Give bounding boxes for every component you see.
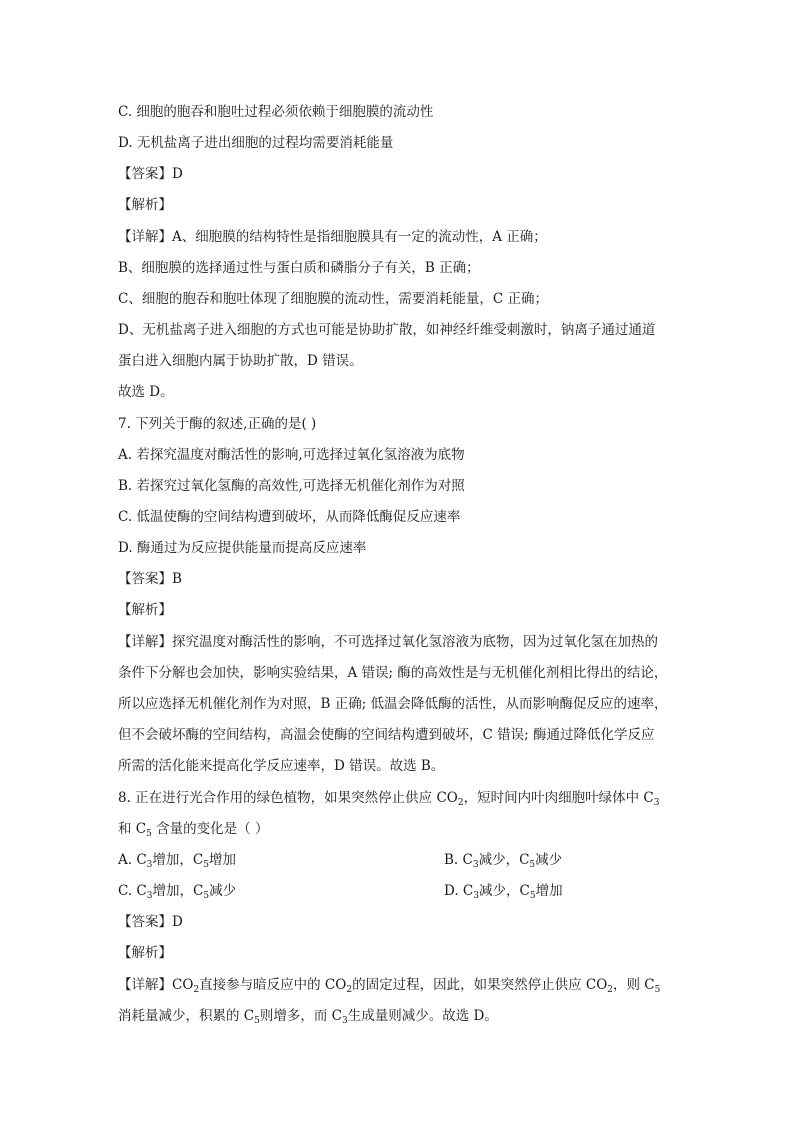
option-text: B. C [444,852,473,868]
q8-analysis-heading: 【解析】 [118,945,172,961]
subscript: 2 [346,985,353,995]
option-text: 减少 [535,852,563,868]
option-text: 增加，C [152,883,204,899]
subscript: 3 [341,1016,348,1026]
q7-option-c: C. 低温使酶的空间结构遭到破坏，从而降低酶促反应速率 [118,509,461,525]
q8-stem-text-b: ，短时间内叶肉细胞叶绿体中 C [463,790,654,806]
subscript: 5 [254,1016,260,1026]
q6-analysis-heading: 【解析】 [118,197,172,213]
q8-option-b [444,851,562,869]
option-text: 增加 [208,852,236,868]
q6-conclusion: 故选 D。 [118,384,174,400]
option-text: 增加 [535,883,563,899]
option-text: D. C [444,883,474,899]
q8-option-a [118,851,236,869]
subscript: 3 [473,891,479,901]
q8-detail-line-2 [118,1007,498,1025]
q7-stem: 7. 下列关于酶的叙述,正确的是( ) [118,416,317,432]
q7-detail-line-1: 【详解】探究温度对酶活性的影响，不可选择过氧化氢溶液为底物，因为过氧化氢在加热的 [118,634,658,650]
q7-answer: 【答案】B [118,571,182,587]
q8-stem-text-c: 和 C [118,821,147,837]
q7-option-b: B. 若探究过氧化氢酶的高效性,可选择无机催化剂作为对照 [118,478,465,494]
subscript: 5 [529,860,536,870]
option-text: C. C [118,883,147,899]
q6-detail-line-2: B、细胞膜的选择通过性与蛋白质和磷脂分子有关，B 正确； [118,260,480,276]
detail-text: 则增多，而 C [259,1008,342,1024]
q7-analysis-heading: 【解析】 [118,602,172,618]
q6-option-d: D. 无机盐离子进出细胞的过程均需要消耗能量 [118,135,394,151]
subscript: 5 [203,891,210,901]
subscript: 5 [654,985,661,995]
subscript: 3 [472,860,479,870]
detail-text: 消耗量减少，积累的 C [118,1008,255,1024]
subscript: 2 [607,985,614,995]
option-text: 减少，C [478,852,530,868]
option-text: A. C [118,852,147,868]
subscript: 5 [203,860,209,870]
q8-stem-text-d: 含量的变化是（ ） [151,821,269,837]
q8-stem-line-1 [118,789,659,807]
q8-detail-line-1 [118,976,660,994]
subscript: 5 [529,891,536,901]
q6-detail-line-5: 蛋白进入细胞内属于协助扩散，D 错误。 [118,353,363,369]
q8-answer: 【答案】D [118,914,183,930]
q7-option-a: A. 若探究温度对酶活性的影响,可选择过氧化氢溶液为底物 [118,447,465,463]
q6-answer: 【答案】D [118,166,183,182]
q8-option-d [444,882,563,900]
subscript: 5 [146,829,152,839]
option-text: 减少，C [479,883,530,899]
q6-detail-line-4: D、无机盐离子进入细胞的方式也可能是协助扩散，如神经纤维受刺激时，钠离子通过通道 [118,322,656,338]
q7-option-d: D. 酶通过为反应提供能量而提高反应速率 [118,540,367,556]
detail-text: 生成量则减少。故选 D。 [347,1008,498,1024]
subscript: 2 [457,798,464,808]
q6-detail-line-3: C、细胞的胞吞和胞吐体现了细胞膜的流动性，需要消耗能量，C 正确； [118,291,548,307]
q7-detail-line-3: 所以应选择无机催化剂作为对照，B 正确; 低温会降低酶的活性，从而影响酶促反应的速率， [118,696,668,712]
q6-option-c: C. 细胞的胞吞和胞吐过程必须依赖于细胞膜的流动性 [118,104,434,120]
subscript: 3 [146,891,153,901]
q7-detail-line-4: 但不会破坏酶的空间结构，高温会使酶的空间结构遭到破坏，C 错误; 酶通过降低化学反应 [118,727,655,743]
option-text: 减少 [209,883,237,899]
q6-detail-line-1: 【详解】A、细胞膜的结构特性是指细胞膜具有一定的流动性，A 正确； [118,229,547,245]
q8-option-c [118,882,236,900]
q7-detail-line-5: 所需的活化能来提高化学反应速率，D 错误。故选 B。 [118,758,445,774]
detail-text: 【详解】CO [118,977,194,993]
q7-detail-line-2: 条件下分解也会加快，影响实验结果，A 错误; 酶的高效性是与无机催化剂相比得出的结论， [118,665,668,681]
detail-text: 的固定过程，因此，如果突然停止供应 CO [352,977,608,993]
subscript: 2 [193,985,200,995]
q8-stem-line-2 [118,820,268,838]
subscript: 3 [146,860,153,870]
subscript: 3 [653,798,660,808]
q8-stem-text-a: 8. 正在进行光合作用的绿色植物，如果突然停止供应 CO [118,790,458,806]
detail-text: ，则 C [613,977,655,993]
detail-text: 直接参与暗反应中的 CO [199,977,347,993]
option-text: 增加，C [152,852,204,868]
